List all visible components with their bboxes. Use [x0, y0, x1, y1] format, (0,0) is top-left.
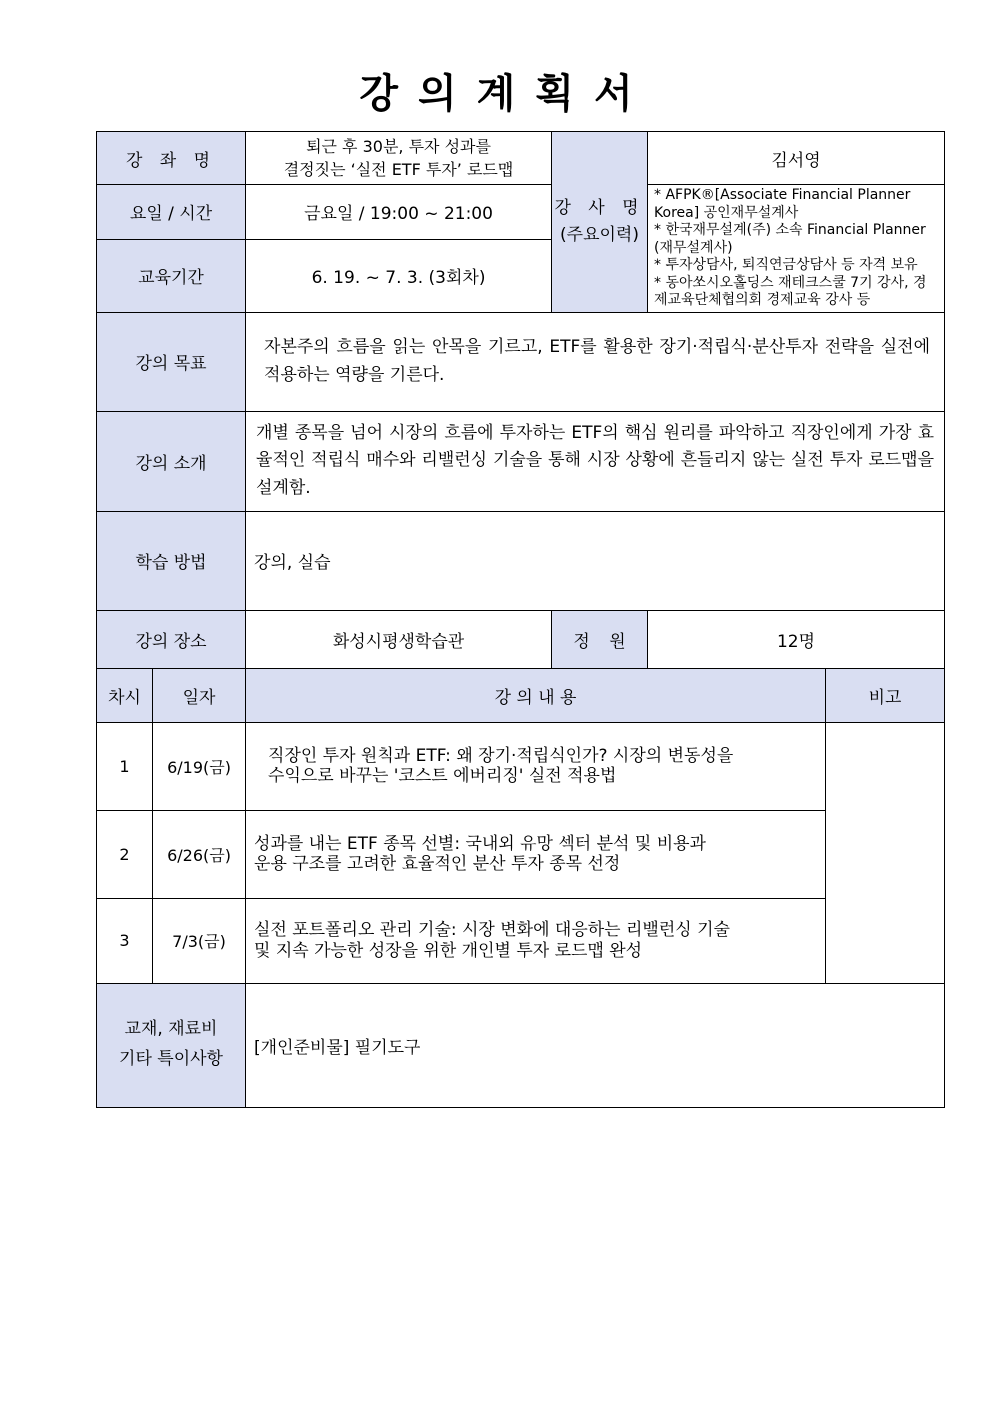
schedule-label: 요일 / 시간	[97, 185, 246, 240]
course-label: 강 좌 명	[97, 132, 246, 185]
session-note	[826, 722, 945, 983]
page-title: 강의계획서	[359, 71, 653, 117]
career-item: * AFPK®[Associate Financial Planner Korea] 공인재무설계사	[654, 187, 911, 221]
session-content-line: 직장인 투자 원칙과 ETF: 왜 장기·적립식인가? 시장의 변동성을	[268, 745, 734, 766]
session-content-line: 수익으로 바꾸는 '코스트 에버리징' 실전 적용법	[268, 766, 617, 786]
session-date: 6/19(금)	[153, 722, 246, 810]
session-content	[246, 898, 826, 983]
session-content-line: 운용 구조를 고려한 효율적인 분산 투자 종목 선정	[254, 854, 621, 874]
instructor-label-line1: 강 사 명	[554, 197, 645, 218]
session-row	[97, 810, 945, 898]
career-item: * 투자상담사, 퇴직연금상담사 등 자격 보유	[654, 257, 918, 273]
session-content-line: 실전 포트폴리오 관리 기술: 시장 변화에 대응하는 리밸런싱 기술	[254, 920, 730, 941]
session-content	[246, 810, 826, 898]
course-name-line1: 퇴근 후 30분, 투자 성과를	[306, 136, 491, 156]
intro-text: 개별 종목을 넘어 시장의 흐름에 투자하는 ETF의 핵심 원리를 파악하고 직장인에게 가장 효율적인 적립식 매수와 리밸런싱 기술을 통해 시장 상황에 흔들리지 않는 실전 투자 로드맵을 설계함.	[246, 411, 945, 511]
course-name-line2: 결정짓는 ‘실전 ETF 투자’ 로드맵	[283, 160, 514, 179]
session-content	[246, 722, 826, 810]
intro-label: 강의 소개	[97, 411, 246, 511]
career-item: * 한국재무설계(주) 소속 Financial Planner (재무설계사)	[654, 222, 926, 256]
instructor-label-line2: (주요이력)	[560, 224, 639, 245]
instructor-career	[648, 185, 945, 313]
materials-value: [개인준비물] 필기도구	[246, 983, 945, 1107]
location-value: 화성시평생학습관	[246, 610, 552, 668]
session-no: 1	[97, 722, 153, 810]
instructor-name: 김서영	[648, 132, 945, 185]
capacity-value: 12명	[648, 610, 945, 668]
lecture-plan-table	[96, 131, 945, 1108]
session-no: 3	[97, 898, 153, 983]
materials-label-line2: 기타 특이사항	[119, 1049, 223, 1069]
location-label: 강의 장소	[97, 610, 246, 668]
session-date: 6/26(금)	[153, 810, 246, 898]
session-content-line: 및 지속 가능한 성장을 위한 개인별 투자 로드맵 완성	[254, 940, 643, 961]
method-value: 강의, 실습	[246, 511, 945, 610]
session-date: 7/3(금)	[153, 898, 246, 983]
capacity-label: 정 원	[552, 610, 648, 668]
session-row	[97, 898, 945, 983]
course-name	[246, 132, 552, 185]
session-no-header: 차시	[97, 668, 153, 722]
session-note-header: 비고	[826, 668, 945, 722]
period-label: 교육기간	[97, 239, 246, 312]
session-row	[97, 722, 945, 810]
session-date-header: 일자	[153, 668, 246, 722]
session-no: 2	[97, 810, 153, 898]
materials-label-line1: 교재, 재료비	[124, 1019, 218, 1040]
session-content-line: 성과를 내는 ETF 종목 선별: 국내외 유망 섹터 분석 및 비용과	[254, 833, 706, 854]
materials-label	[97, 983, 246, 1107]
instructor-label	[552, 132, 648, 313]
period-value: 6. 19. ~ 7. 3. (3회차)	[246, 239, 552, 312]
goal-text: 자본주의 흐름을 읽는 안목을 기르고, ETF를 활용한 장기·적립식·분산투자 전략을 실전에 적용하는 역량을 기른다.	[246, 312, 945, 411]
session-content-header: 강 의 내 용	[246, 668, 826, 722]
method-label: 학습 방법	[97, 511, 246, 610]
schedule-value: 금요일 / 19:00 ~ 21:00	[246, 185, 552, 240]
career-item: * 동아쏘시오홀딩스 재테크스쿨 7기 강사, 경제교육단체협의회 경제교육 강사 등	[654, 274, 927, 308]
goal-label: 강의 목표	[97, 312, 246, 411]
